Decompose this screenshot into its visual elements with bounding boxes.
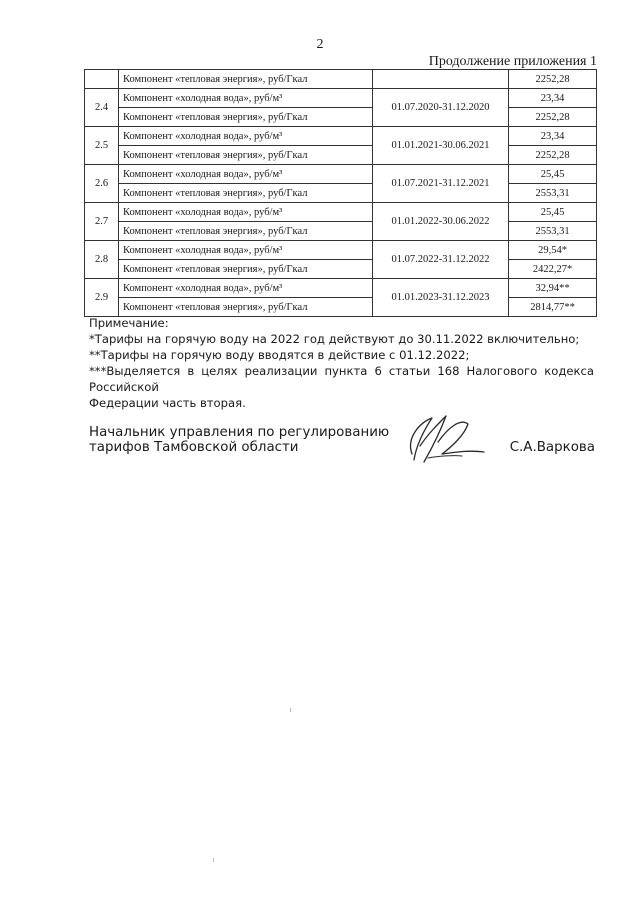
period-cell: 01.01.2022-30.06.2022 (373, 203, 509, 241)
component-cell: Компонент «тепловая энергия», руб/Гкал (119, 222, 373, 241)
period-cell: 01.07.2022-31.12.2022 (373, 241, 509, 279)
component-cell: Компонент «тепловая энергия», руб/Гкал (119, 146, 373, 165)
value-cell: 2422,27* (509, 260, 597, 279)
value-cell: 23,34 (509, 127, 597, 146)
table-row (85, 260, 597, 279)
row-number-cell: 2.7 (85, 203, 119, 241)
note-item: Федерации часть вторая. (89, 396, 246, 410)
row-number-cell: 2.9 (85, 279, 119, 317)
component-cell: Компонент «тепловая энергия», руб/Гкал (119, 184, 373, 203)
scan-speck (290, 708, 291, 712)
position-line: тарифов Тамбовской области (89, 440, 299, 455)
table-row (85, 222, 597, 241)
scan-speck (213, 858, 214, 862)
table-row (85, 165, 597, 184)
note-item: *Тарифы на горячую воду на 2022 год действуют до 30.11.2022 включительно; (89, 332, 580, 346)
table-row (85, 279, 597, 298)
component-cell: Компонент «тепловая энергия», руб/Гкал (119, 298, 373, 317)
period-cell: 01.01.2021-30.06.2021 (373, 127, 509, 165)
component-cell: Компонент «тепловая энергия», руб/Гкал (119, 108, 373, 127)
table-row (85, 70, 597, 89)
period-cell (373, 70, 509, 89)
table-row (85, 241, 597, 260)
table-row (85, 146, 597, 165)
table-row (85, 108, 597, 127)
tariff-table (84, 69, 597, 317)
notes-section (89, 315, 594, 411)
signer-name: С.А.Варкова (509, 440, 595, 455)
value-cell: 25,45 (509, 203, 597, 222)
table-row (85, 89, 597, 108)
row-number-cell: 2.4 (85, 89, 119, 127)
component-cell: Компонент «тепловая энергия», руб/Гкал (119, 70, 373, 89)
notes-heading: Примечание: (89, 316, 169, 330)
value-cell: 2814,77** (509, 298, 597, 317)
table-row (85, 298, 597, 317)
period-cell: 01.01.2023-31.12.2023 (373, 279, 509, 317)
table-row (85, 203, 597, 222)
component-cell: Компонент «холодная вода», руб/м³ (119, 165, 373, 184)
table-row (85, 184, 597, 203)
value-cell: 2553,31 (509, 184, 597, 203)
value-cell: 2553,31 (509, 222, 597, 241)
component-cell: Компонент «холодная вода», руб/м³ (119, 203, 373, 222)
component-cell: Компонент «тепловая энергия», руб/Гкал (119, 260, 373, 279)
component-cell: Компонент «холодная вода», руб/м³ (119, 241, 373, 260)
period-cell: 01.07.2020-31.12.2020 (373, 89, 509, 127)
row-number-cell (85, 70, 119, 89)
page-number: 2 (316, 37, 324, 52)
value-cell: 2252,28 (509, 108, 597, 127)
period-cell: 01.07.2021-31.12.2021 (373, 165, 509, 203)
signatory-position (89, 425, 389, 455)
row-number-cell: 2.8 (85, 241, 119, 279)
value-cell: 29,54* (509, 241, 597, 260)
row-number-cell: 2.5 (85, 127, 119, 165)
position-line: Начальник управления по регулированию (89, 425, 390, 440)
tariff-table-body (85, 70, 597, 317)
note-item: ***Выделяется в целях реализации пункта 6 статьи 168 Налогового кодекса Российской (89, 364, 594, 394)
component-cell: Компонент «холодная вода», руб/м³ (119, 279, 373, 298)
value-cell: 32,94** (509, 279, 597, 298)
value-cell: 25,45 (509, 165, 597, 184)
value-cell: 2252,28 (509, 146, 597, 165)
table-row (85, 127, 597, 146)
row-number-cell: 2.6 (85, 165, 119, 203)
note-item: **Тарифы на горячую воду вводятся в действие с 01.12.2022; (89, 348, 470, 362)
value-cell: 2252,28 (509, 70, 597, 89)
handwritten-signature (398, 408, 488, 468)
value-cell: 23,34 (509, 89, 597, 108)
component-cell: Компонент «холодная вода», руб/м³ (119, 89, 373, 108)
continuation-label: Продолжение приложения 1 (428, 54, 597, 69)
component-cell: Компонент «холодная вода», руб/м³ (119, 127, 373, 146)
